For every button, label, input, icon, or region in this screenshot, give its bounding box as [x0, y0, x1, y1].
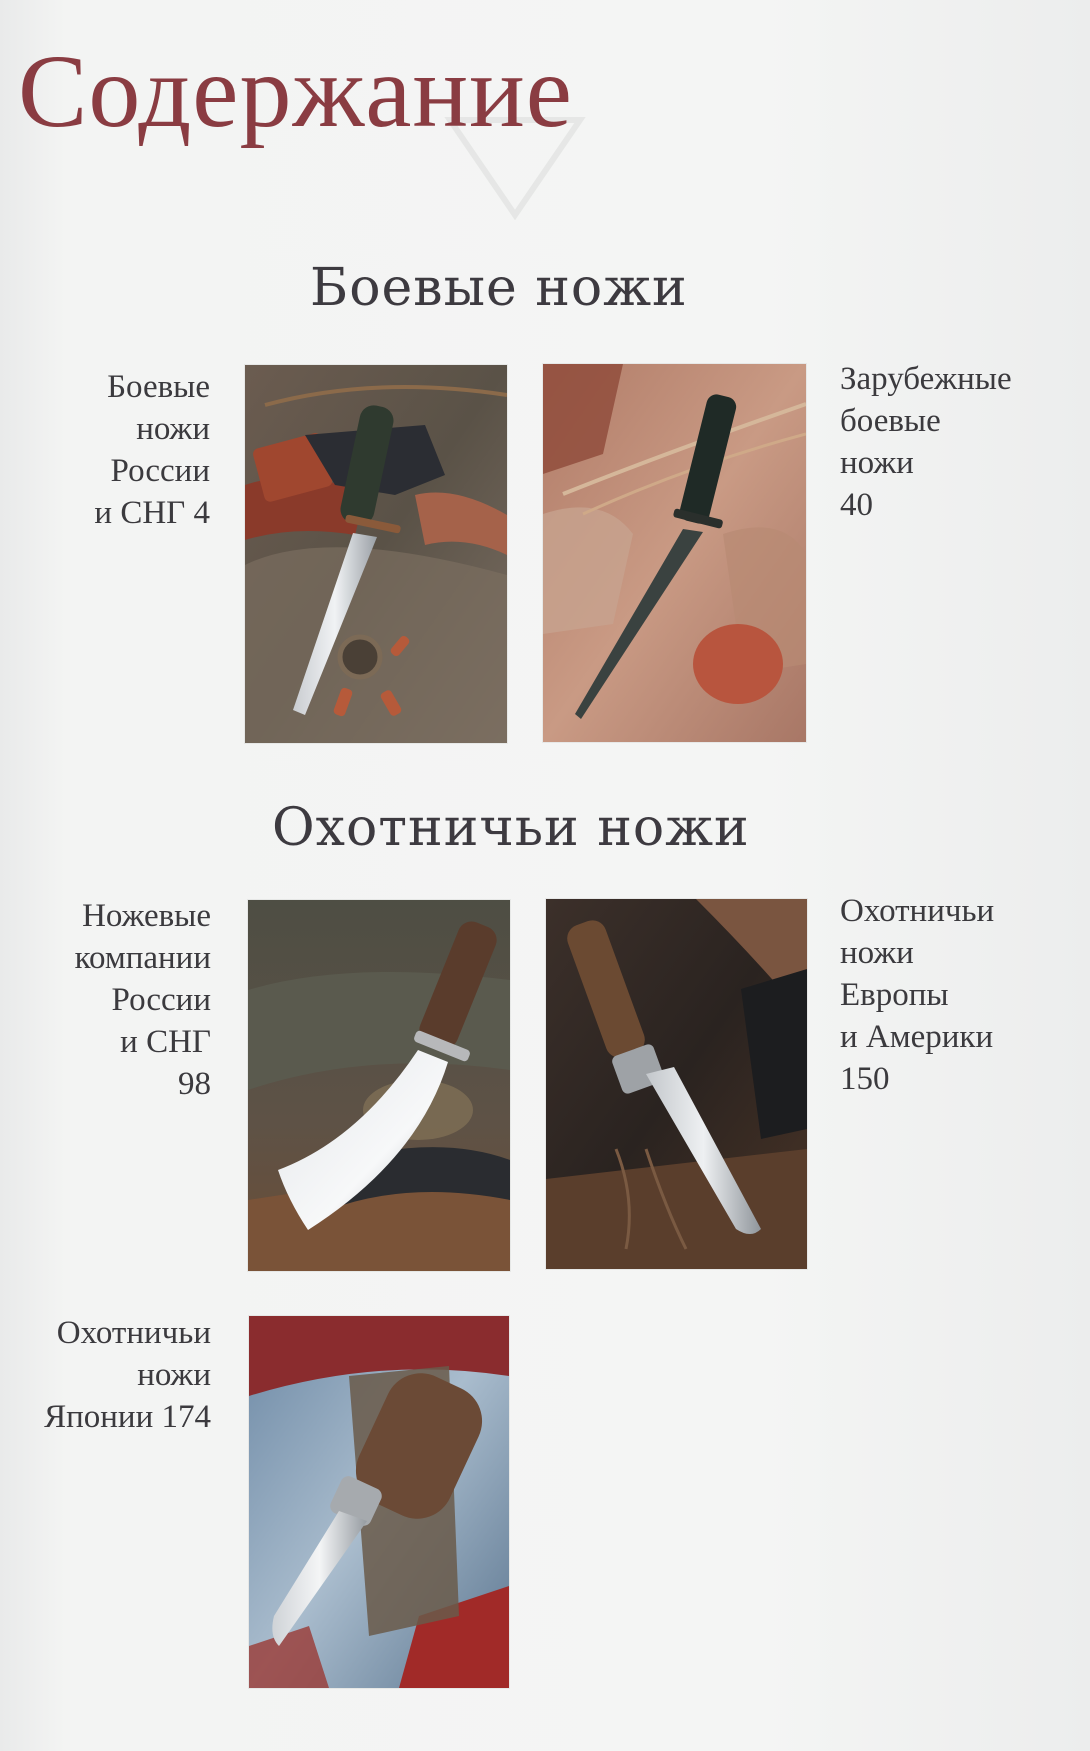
toc-entry-knife-companies-russia[interactable]: [75, 895, 211, 1105]
toc-entry-line: Боевые: [107, 369, 210, 405]
black-dagger-on-rock-photo: [543, 364, 806, 742]
kukri-knife-photo: [248, 900, 510, 1271]
section-heading-combat-knives: Боевые ножи: [310, 258, 688, 318]
toc-entry-line: ножи: [137, 1357, 211, 1393]
toc-entry-line: 150: [840, 1061, 890, 1097]
toc-entry-line: Европы: [840, 977, 949, 1013]
toc-entry-japan-hunting-knives[interactable]: [44, 1312, 211, 1438]
toc-entry-line: компании: [74, 940, 211, 976]
toc-entry-line: 40: [840, 487, 873, 523]
toc-entry-line: и СНГ 4: [94, 495, 210, 531]
toc-entry-line: боевые: [840, 403, 941, 439]
toc-entry-line: Японии 174: [44, 1399, 211, 1435]
toc-entry-line: России: [110, 453, 210, 489]
page-title: Содержание: [18, 34, 573, 149]
toc-entry-line: ножи: [136, 411, 210, 447]
toc-entry-line: Охотничьи: [56, 1315, 211, 1351]
toc-entry-line: ножи: [840, 445, 914, 481]
combat-knife-with-revolver-photo: [245, 365, 507, 743]
toc-entry-europe-america-hunting-knives[interactable]: [840, 890, 994, 1100]
toc-entry-line: Зарубежные: [840, 361, 1012, 397]
toc-entry-russian-combat-knives[interactable]: [94, 366, 210, 534]
toc-entry-line: 98: [178, 1066, 211, 1102]
section-heading-hunting-knives: Охотничьи ножи: [272, 798, 750, 858]
toc-entry-line: ножи: [840, 935, 914, 971]
toc-entry-line: и СНГ: [120, 1024, 211, 1060]
toc-entry-foreign-combat-knives[interactable]: [840, 358, 1012, 526]
toc-entry-line: России: [111, 982, 211, 1018]
toc-entry-line: Охотничьи: [840, 893, 995, 929]
serrated-hunting-knife-on-fur-photo: [546, 899, 807, 1269]
toc-entry-line: Ножевые: [82, 898, 211, 934]
toc-entry-line: и Америки: [840, 1019, 994, 1055]
hunting-knife-on-leaves-photo: [249, 1316, 509, 1688]
